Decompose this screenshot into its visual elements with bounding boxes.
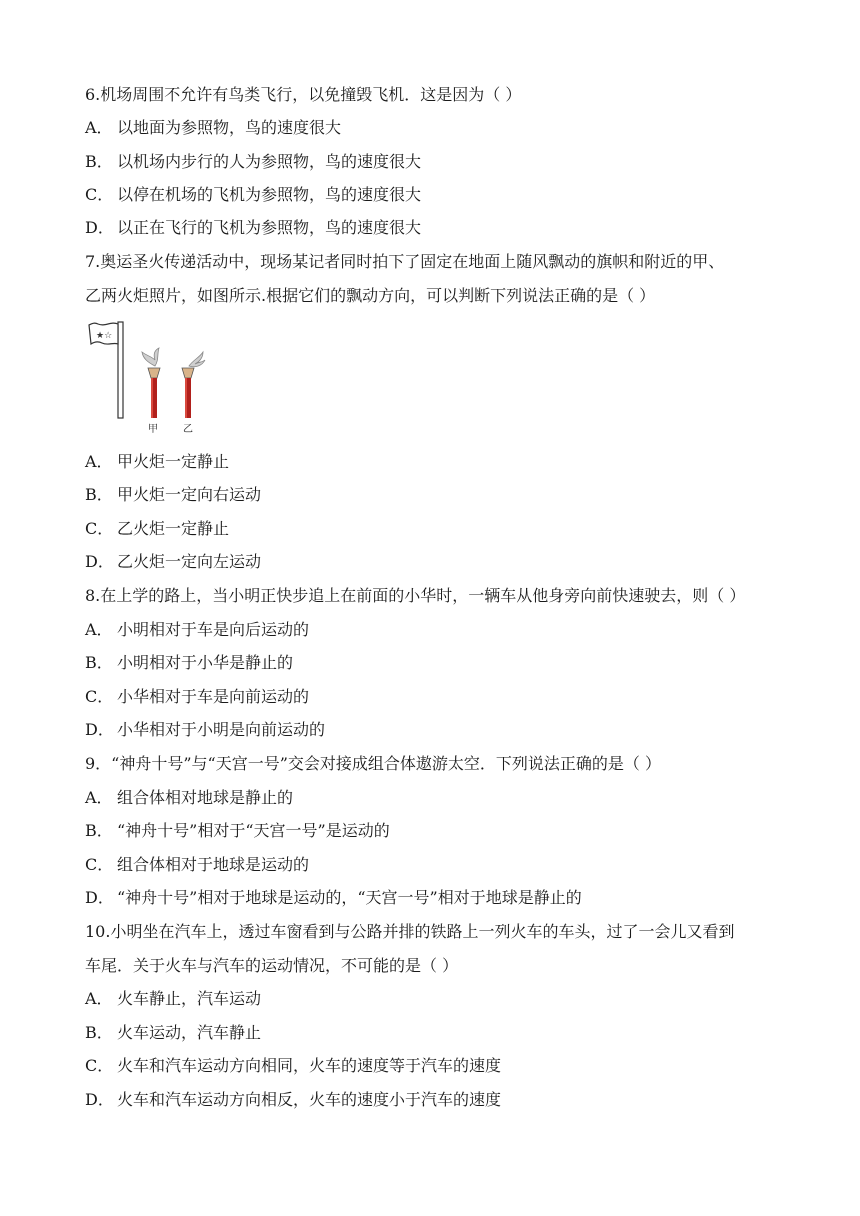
question-8-option-d [85, 719, 325, 741]
question-10-option-b [85, 1022, 261, 1044]
option-text: 火车和汽车运动方向相同，火车的速度等于汽车的速度 [117, 1056, 502, 1075]
question-7-stem-line-1: 7.奥运圣火传递活动中，现场某记者同时拍下了固定在地面上随风飘动的旗帜和附近的甲、 [85, 252, 725, 271]
question-6-option-c [85, 184, 421, 206]
question-10-option-c [85, 1055, 501, 1077]
option-letter: C． [85, 519, 114, 538]
question-7-option-c [85, 518, 229, 540]
option-text: 以地面为参照物，鸟的速度很大 [117, 118, 342, 137]
option-text: 火车静止，汽车运动 [117, 989, 262, 1008]
question-10-stem-line-1: 10.小明坐在汽车上，透过车窗看到与公路并排的铁路上一列火车的车头，过了一会儿又看到 [85, 922, 735, 941]
option-letter: A． [85, 989, 113, 1008]
option-letter: D． [85, 720, 114, 739]
option-text: 以正在飞行的飞机为参照物，鸟的速度很大 [117, 218, 422, 237]
question-6-option-d [85, 217, 421, 239]
option-letter: C． [85, 1056, 114, 1075]
question-7-option-b [85, 484, 261, 506]
option-letter: A． [85, 788, 113, 807]
option-text: 小明相对于车是向后运动的 [117, 620, 310, 639]
option-letter: A． [85, 620, 113, 639]
torch-jia-icon [142, 348, 160, 418]
option-letter: C． [85, 185, 114, 204]
option-text: 以机场内步行的人为参照物，鸟的速度很大 [117, 152, 422, 171]
option-letter: D． [85, 1090, 114, 1109]
question-9-option-a [85, 787, 293, 809]
option-text: 组合体相对地球是静止的 [117, 788, 294, 807]
question-10-stem-line-2: 车尾．关于火车与汽车的运动情况，不可能的是（ ） [85, 956, 459, 975]
option-text: 火车和汽车运动方向相反，火车的速度小于汽车的速度 [117, 1090, 502, 1109]
question-9-option-b [85, 820, 390, 842]
flagpole [118, 322, 123, 418]
question-9-option-c [85, 854, 309, 876]
option-letter: B． [85, 152, 113, 171]
torch-yi-label: 乙 [183, 424, 193, 435]
option-text: 甲火炬一定静止 [117, 452, 230, 471]
option-letter: D． [85, 218, 114, 237]
option-text: “神舟十号”相对于“天宫一号”是运动的 [117, 821, 390, 840]
question-10-option-d [85, 1089, 501, 1111]
option-letter: C． [85, 687, 114, 706]
question-6-option-a [85, 117, 341, 139]
question-6-option-b [85, 151, 421, 173]
option-text: 小明相对于小华是静止的 [117, 653, 294, 672]
flag-torch-figure [85, 316, 211, 438]
question-9-stem: 9．“神舟十号”与“天宫一号”交会对接成组合体遨游太空．下列说法正确的是（ ） [85, 754, 661, 773]
question-8-stem: 8.在上学的路上，当小明正快步追上在前面的小华时，一辆车从他身旁向前快速驶去，则（ ） [85, 586, 746, 605]
option-letter: A． [85, 118, 113, 137]
torch-jia-label: 甲 [148, 424, 158, 435]
question-10-option-a [85, 988, 261, 1010]
option-text: 甲火炬一定向右运动 [117, 485, 262, 504]
option-letter: B． [85, 653, 113, 672]
flag-stars-icon: ★☆ [96, 331, 113, 341]
question-7-option-a [85, 451, 229, 473]
question-7-option-d [85, 551, 261, 573]
question-6-stem: 6.机场周围不允许有鸟类飞行，以免撞毁飞机．这是因为（ ） [85, 85, 522, 104]
option-letter: B． [85, 485, 113, 504]
option-text: 小华相对于小明是向前运动的 [117, 720, 326, 739]
question-8-option-c [85, 686, 309, 708]
question-9-option-d [85, 887, 582, 909]
option-letter: B． [85, 1023, 113, 1042]
option-letter: D． [85, 552, 114, 571]
option-text: 以停在机场的飞机为参照物，鸟的速度很大 [117, 185, 422, 204]
option-letter: C． [85, 855, 114, 874]
option-letter: A． [85, 452, 113, 471]
flag-torch-illustration [85, 316, 211, 438]
question-7-stem-line-2: 乙两火炬照片，如图所示.根据它们的飘动方向，可以判断下列说法正确的是（ ） [85, 286, 656, 305]
option-letter: D． [85, 888, 114, 907]
option-text: 组合体相对于地球是运动的 [117, 855, 310, 874]
option-text: 小华相对于车是向前运动的 [117, 687, 310, 706]
option-letter: B． [85, 821, 113, 840]
torch-yi-icon [182, 352, 205, 418]
option-text: 火车运动，汽车静止 [117, 1023, 262, 1042]
question-8-option-b [85, 652, 293, 674]
option-text: 乙火炬一定向左运动 [117, 552, 262, 571]
option-text: “神舟十号”相对于地球是运动的，“天宫一号”相对于地球是静止的 [117, 888, 582, 907]
option-text: 乙火炬一定静止 [117, 519, 230, 538]
question-8-option-a [85, 619, 309, 641]
